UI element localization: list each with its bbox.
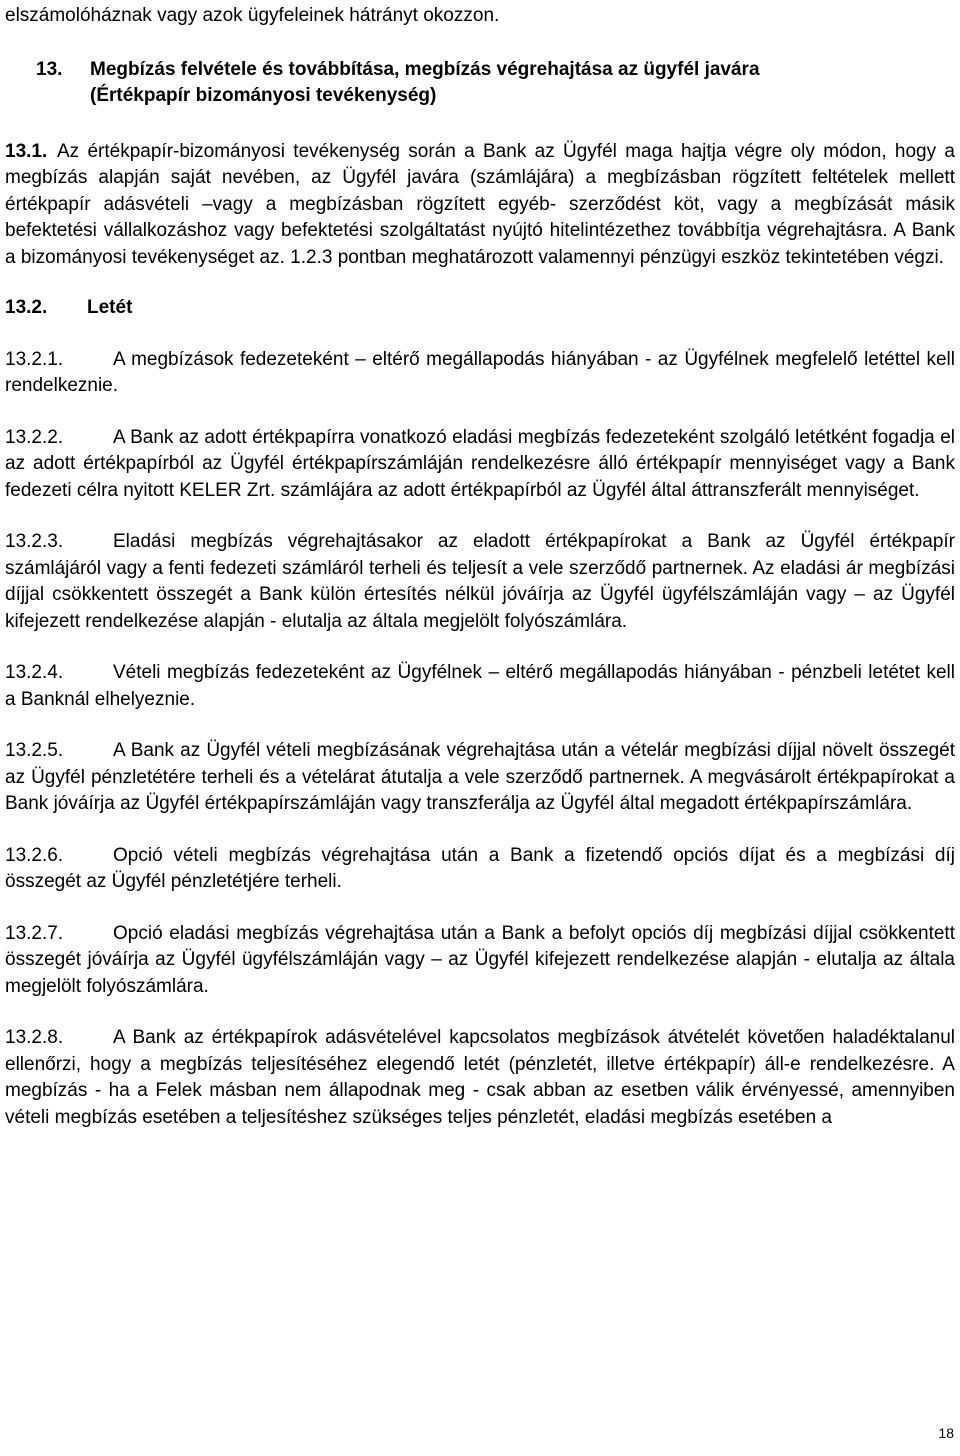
paragraph-number: 13.2.2. [5, 426, 64, 448]
intro-text: elszámolóháznak vagy azok ügyfeleinek hátrányt okozzon. [5, 5, 500, 26]
section-heading [5, 57, 955, 110]
paragraph-number: 13.1. [5, 140, 48, 162]
subsection-heading [5, 295, 955, 322]
paragraph-text: Opció vételi megbízás végrehajtása után a Bank a fizetendő opciós díjat és a megbízási díj összegét az Ügyfél pénzletétjére terheli. [5, 844, 955, 892]
paragraph-number: 13.2.4. [5, 662, 64, 683]
paragraph-number: 13.2.1. [5, 348, 64, 370]
paragraph-text: Opció eladási megbízás végrehajtása után a Bank a befolyt opciós díj megbízási díjjal csökkentett összegét jóváírja az Ügyfél ügyfélszámláján vagy – az Ügyfél kifejezett rendelkezése alapján - elutalja az általa megjelölt folyószámlára. [5, 922, 955, 997]
paragraph-13-2-8 [5, 1025, 955, 1131]
document-page [5, 0, 955, 1131]
section-title-line2: (Értékpapír bizományosi tevékenység) [90, 85, 437, 106]
paragraph-text: A Bank az Ügyfél vételi megbízásának végrehajtása után a vételár megbízási díjjal növelt összegét az Ügyfél pénzletétére terheli és a vételárat átutalja a vele szerződő partnernek. A megvásárolt értékpapírokat a Bank jóváírja az Ügyfél értékpapírszámláján vagy transzferálja az Ügyfél által megadott értékpapírszámlára. [5, 740, 955, 814]
paragraph-13-1 [5, 139, 955, 272]
paragraph-13-2-5 [5, 738, 955, 818]
subsection-number: 13.2. [5, 297, 48, 318]
subsection-title: Letét [87, 297, 133, 318]
paragraph-13-2-4 [5, 660, 955, 713]
section-number: 13. [36, 58, 63, 80]
paragraph-13-2-3 [5, 529, 955, 635]
paragraph-13-2-2 [5, 425, 955, 505]
paragraph-13-2-7 [5, 921, 955, 1001]
paragraph-13-2-6 [5, 843, 955, 896]
paragraph-number: 13.2.5. [5, 740, 64, 761]
paragraph-number: 13.2.6. [5, 844, 64, 866]
paragraph-text: Vételi megbízás fedezeteként az Ügyfélnek – eltérő megállapodás hiányában - pénzbeli letétet kell a Banknál elhelyeznie. [5, 662, 955, 710]
paragraph-number: 13.2.3. [5, 531, 64, 552]
paragraph-number: 13.2.8. [5, 1027, 64, 1048]
paragraph-text: Eladási megbízás végrehajtásakor az eladott értékpapírokat a Bank az Ügyfél értékpapír számlájáról vagy a fenti fedezeti számláról terheli és teljesít a vele szerződő partnernek. Az eladási ár megbízási díjjal csökkentett összegét a Bank külön értesítés nélkül jóváírja az Ügyfél ügyfélszámláján vagy – az Ügyfél kifejezett rendelkezése alapján - elutalja az általa megjelölt folyószámlára. [5, 531, 955, 632]
paragraph-text: A Bank az értékpapírok adásvételével kapcsolatos megbízások átvételét követően haladéktalanul ellenőrzi, hogy a megbízás teljesítéséhez elegendő letét (pénzletét, illetve értékpapír) áll-e rendelkezésre. A megbízás - ha a Felek másban nem állapodnak meg - csak abban az esetben válik érvényessé, amennyiben vételi megbízás esetében a teljesítéshez szükséges teljes pénzletét, eladási megbízás esetében a [5, 1027, 955, 1128]
paragraph-text: A Bank az adott értékpapírra vonatkozó eladási megbízás fedezeteként szolgáló letétként fogadja el az adott értékpapírból az Ügyfél értékpapírszámláján rendelkezésre álló értékpapír mennyiséget vagy a Bank fedezeti célra nyitott KELER Zrt. számlájára az adott értékpapírból az Ügyfél által áttranszferált mennyiséget. [5, 426, 955, 501]
paragraph-text: Az értékpapír-bizományosi tevékenység során a Bank az Ügyfél maga hajtja végre oly módon, hogy a megbízás alapján saját nevében, az Ügyfél javára (számlájára) a megbízásban rögzített feltételek mellett értékpapír adásvételi –vagy a megbízásban rögzített egyéb- szerződést köt, vagy a megbízását másik befektetési vállalkozáshoz vagy befektetési szolgáltatást nyújtó hitelintézethez továbbítja végrehajtásra. A Bank a bizományosi tevékenységet az. 1.2.3 pontban meghatározott valamennyi pénzügyi eszköz tekintetében végzi. [5, 140, 955, 268]
paragraph-text: A megbízások fedezeteként – eltérő megállapodás hiányában - az Ügyfélnek megfelelő letéttel kell rendelkeznie. [5, 348, 955, 396]
paragraph-13-2-1 [5, 347, 955, 400]
section-title-line1: Megbízás felvétele és továbbítása, megbízás végrehajtása az ügyfél javára [90, 58, 760, 80]
paragraph-number: 13.2.7. [5, 922, 64, 944]
page-number: 18 [938, 1425, 954, 1441]
